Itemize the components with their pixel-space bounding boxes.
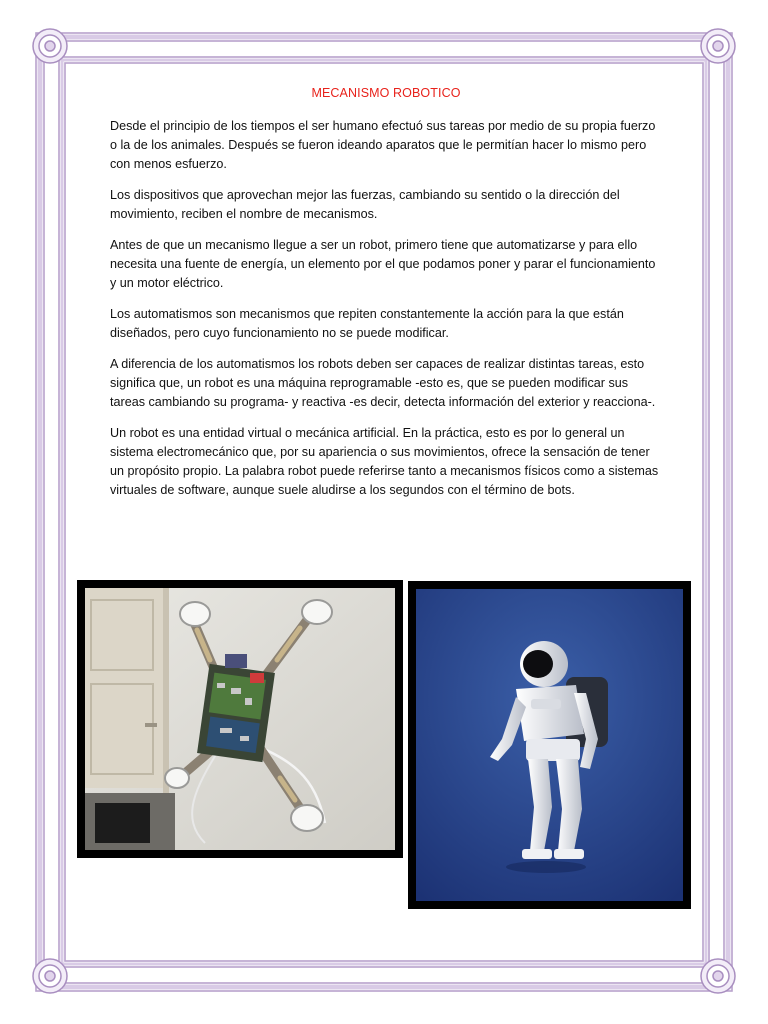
paragraph-6: Un robot es una entidad virtual o mecánica artificial. En la práctica, esto es por lo general un sistema electromecánico que, por su apariencia o sus movimientos, ofrece la sensación de tener un propósito propio. La palabra robot puede referirse tanto a mecanismos físicos como a sistemas virtuales de software, aunque suele aludirse a los segundos con el término de bots. <box>110 426 659 497</box>
document-body <box>110 84 662 512</box>
wall-climbing-robot-photo <box>77 580 403 858</box>
paragraph-3: Antes de que un mecanismo llegue a ser un robot, primero tiene que automatizarse y para ello necesita una fuente de energía, un elemento por el que podamos poner y parar el funcionamiento y un motor eléctrico. <box>110 238 656 290</box>
corner-ornament-bottom-left <box>33 959 67 993</box>
corner-ornament-top-right <box>701 29 735 63</box>
asimo-robot-image <box>416 589 683 901</box>
paragraph-4: Los automatismos son mecanismos que repiten constantemente la acción para la que están diseñados, pero cuyo funcionamiento no se puede modificar. <box>110 307 624 340</box>
corner-ornament-top-left <box>33 29 67 63</box>
paragraph-1: Desde el principio de los tiempos el ser humano efectuó sus tareas por medio de su propia fuerzo o la de los animales. Después se fueron ideando aparatos que le permitían hacer lo mismo pero con menos esfuerzo. <box>110 119 656 171</box>
asimo-robot-photo <box>408 581 691 909</box>
document-title: MECANISMO ROBOTICO <box>311 86 461 100</box>
paragraph-2: Los dispositivos que aprovechan mejor las fuerzas, cambiando su sentido o la dirección del movimiento, reciben el nombre de mecanismos. <box>110 188 620 221</box>
paragraph-5: A diferencia de los automatismos los robots deben ser capaces de realizar distintas tareas, esto significa que, un robot es una máquina reprogramable -esto es, que se pueden modificar sus tareas cambiando su programa- y reactiva -es decir, detecta información del exterior y reacciona-. <box>110 357 656 409</box>
corner-ornament-bottom-right <box>701 959 735 993</box>
wall-climbing-robot-image <box>85 588 395 850</box>
